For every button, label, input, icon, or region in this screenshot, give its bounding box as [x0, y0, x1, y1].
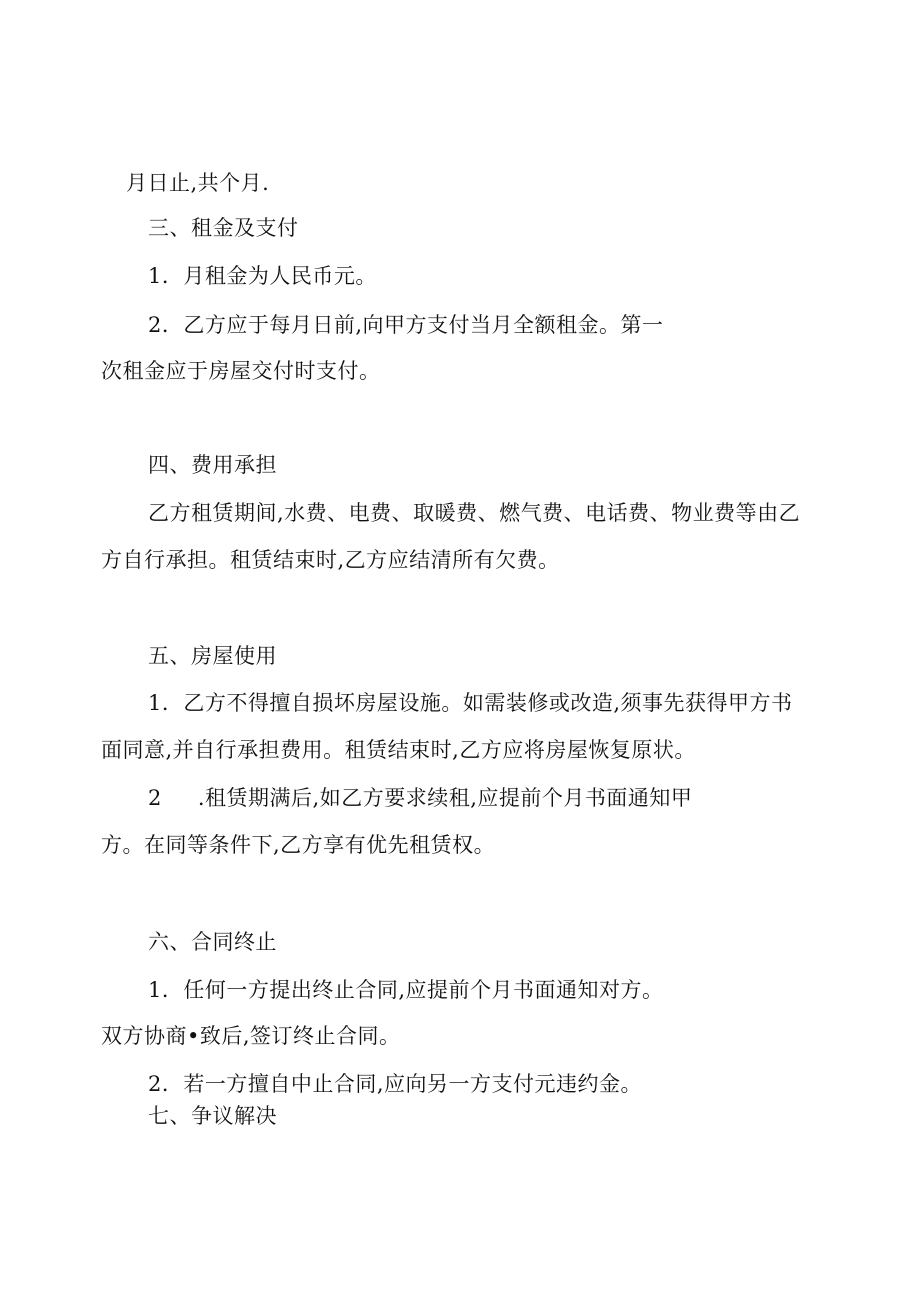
termination-clause-1-line2: 双方协商•致后,签订终止合同。: [101, 1024, 401, 1048]
expenses-clause-line1: 乙方租赁期间,水费、电费、取暖费、燃气费、电话费、物业费等由乙: [148, 501, 801, 525]
expenses-clause-line2: 方自行承担。租赁结束时,乙方应结清所有欠费。: [101, 548, 560, 572]
termination-clause-2: 2．若一方擅自中止合同,应向另一方支付元违约金。: [148, 1072, 643, 1096]
use-clause-1-line2: 面同意,并自行承担费用。租赁结束时,乙方应将房屋恢复原状。: [101, 738, 696, 762]
use-clause-1-line1: 1．乙方不得擅自损坏房屋设施。如需装修或改造,须事先获得甲方书: [148, 691, 793, 715]
rent-clause-2-line1: 2．乙方应于每月日前,向甲方支付当月全额租金。第一: [148, 313, 664, 337]
use-clause-2-number: 2: [148, 786, 162, 810]
use-clause-2-line1: [148, 784, 692, 812]
section-heading-termination: 六、合同终止: [148, 930, 277, 954]
use-clause-2-text: .租赁期满后,如乙方要求续租,应提前个月书面通知甲: [197, 786, 693, 810]
use-clause-2-line2: 方。在同等条件下,乙方享有优先租赁权。: [101, 833, 496, 857]
rent-clause-2-line2: 次租金应于房屋交付时支付。: [101, 359, 381, 383]
rent-clause-1: 1．月租金为人民币元。: [148, 264, 377, 288]
continuation-line: 月日止,共个月.: [126, 171, 270, 195]
section-heading-disputes: 七、争议解决: [148, 1104, 277, 1128]
section-heading-use: 五、房屋使用: [148, 644, 277, 668]
section-heading-rent: 三、租金及支付: [148, 216, 299, 240]
section-heading-expenses: 四、费用承担: [148, 453, 277, 477]
termination-clause-1-line1: 1．任何一方提出终止合同,应提前个月书面通知对方。: [148, 978, 664, 1002]
